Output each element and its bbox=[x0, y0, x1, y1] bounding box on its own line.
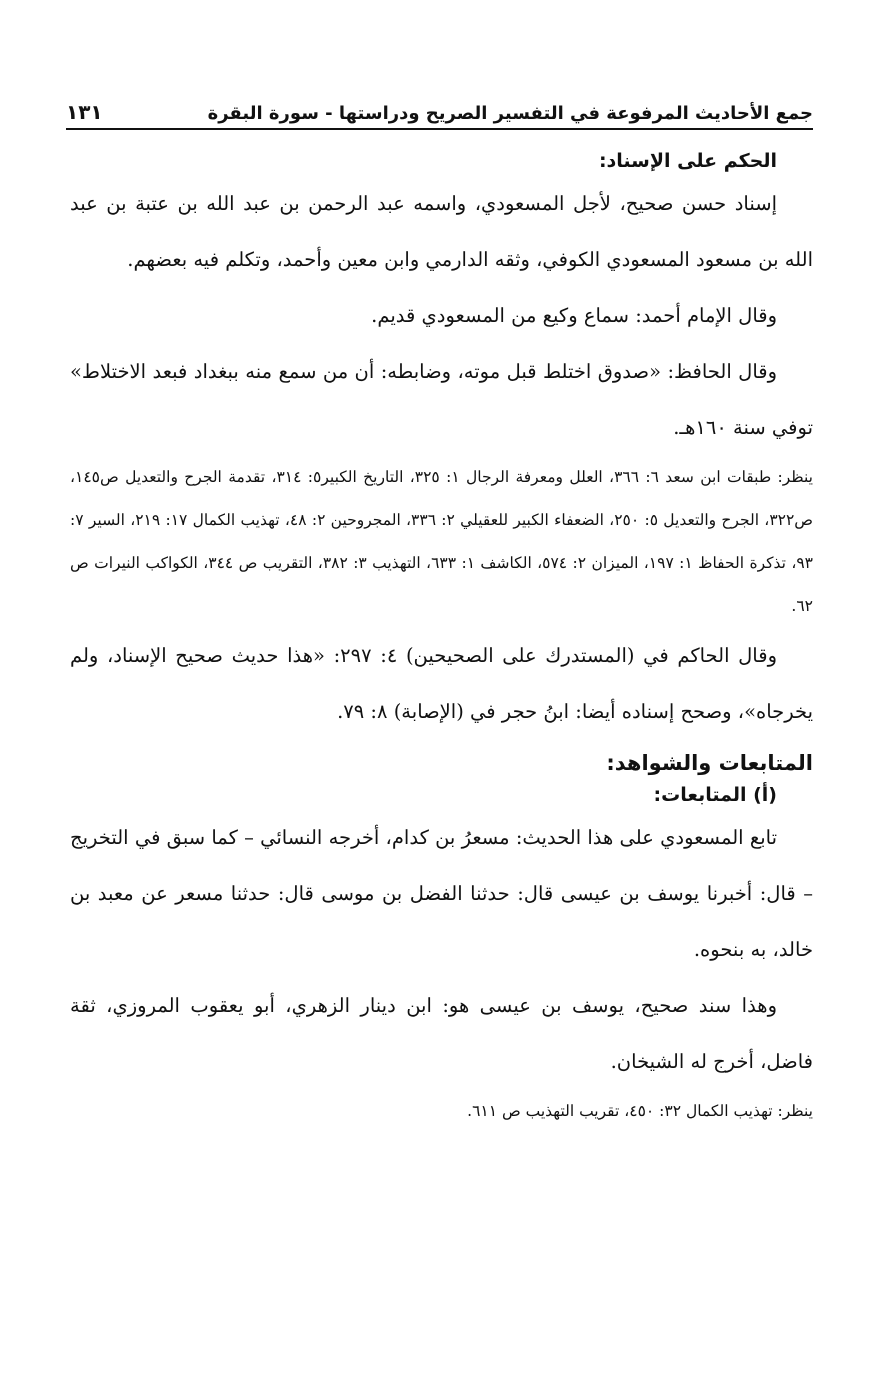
isnad-paragraph-3: وقال الحافظ: «صدوق اختلط قبل موته، وضابطه: أن من سمع منه ببغداد فبعد الاختلاط» توفي سنة ١٦٠هـ. bbox=[70, 360, 813, 439]
isnad-paragraph-2: وقال الإمام أحمد: سماع وكيع من المسعودي قديم. bbox=[371, 304, 777, 327]
isnad-references: ينظر: طبقات ابن سعد ٦: ٣٦٦، العلل ومعرفة الرجال ١: ٣٢٥، التاريخ الكبير٥: ٣١٤، تقدمة الجرح والتعديل ص١٤٥، ص٣٢٢، الجرح والتعديل ٥: ٢٥٠، الضعفاء الكبير للعقيلي ٢: ٣٣٦، المجروحين ٢: ٤٨، تهذيب الكمال ١٧: ٢١٩، السير ٧: ٩٣، تذكرة الحفاظ ١: ١٩٧، الميزان ٢: ٥٧٤، الكاشف ١: ٦٣٣، التهذيب ٣: ٣٨٢، التقريب ص ٣٤٤، الكواكب النيرات ص ٦٢. bbox=[70, 468, 814, 615]
mutabaat-subheading: (أ) المتابعات: bbox=[653, 784, 777, 806]
page-body bbox=[70, 146, 813, 1133]
page-number: ١٣١ bbox=[66, 100, 103, 124]
mutabaat-paragraph-2: وهذا سند صحيح، يوسف بن عيسى هو: ابن دينار الزهري، أبو يعقوب المروزي، ثقة فاضل، أخرج له الشيخان. bbox=[70, 994, 813, 1073]
isnad-paragraph-1: إسناد حسن صحيح، لأجل المسعودي، واسمه عبد الرحمن بن عبد الله بن عتبة بن عبد الله بن مسعود المسعودي الكوفي، وثقه الدارمي وابن معين وأحمد، وتكلم فيه بعضهم. bbox=[70, 192, 813, 271]
running-header-title: جمع الأحاديث المرفوعة في التفسير الصريح ودراستها - سورة البقرة bbox=[207, 103, 813, 124]
mutabaat-references: ينظر: تهذيب الكمال ٣٢: ٤٥٠، تقريب التهذيب ص ٦١١. bbox=[467, 1102, 813, 1120]
mutabaat-paragraph-1: تابع المسعودي على هذا الحديث: مسعرُ بن كدام، أخرجه النسائي – كما سبق في التخريج – قال: أخبرنا يوسف بن عيسى قال: حدثنا الفضل بن موسى قال: حدثنا مسعر عن معبد بن خالد، به بنحوه. bbox=[70, 826, 813, 961]
mutabaat-heading: المتابعات والشواهد: bbox=[606, 751, 813, 775]
hakim-paragraph: وقال الحاكم في (المستدرك على الصحيحين) ٤: ٢٩٧: «هذا حديث صحيح الإسناد، ولم يخرجاه»، وصحح إسناده أيضا: ابنُ حجر في (الإصابة) ٨: ٧٩. bbox=[70, 644, 813, 723]
running-header bbox=[66, 96, 813, 130]
isnad-ruling-heading: الحكم على الإسناد: bbox=[598, 150, 777, 172]
